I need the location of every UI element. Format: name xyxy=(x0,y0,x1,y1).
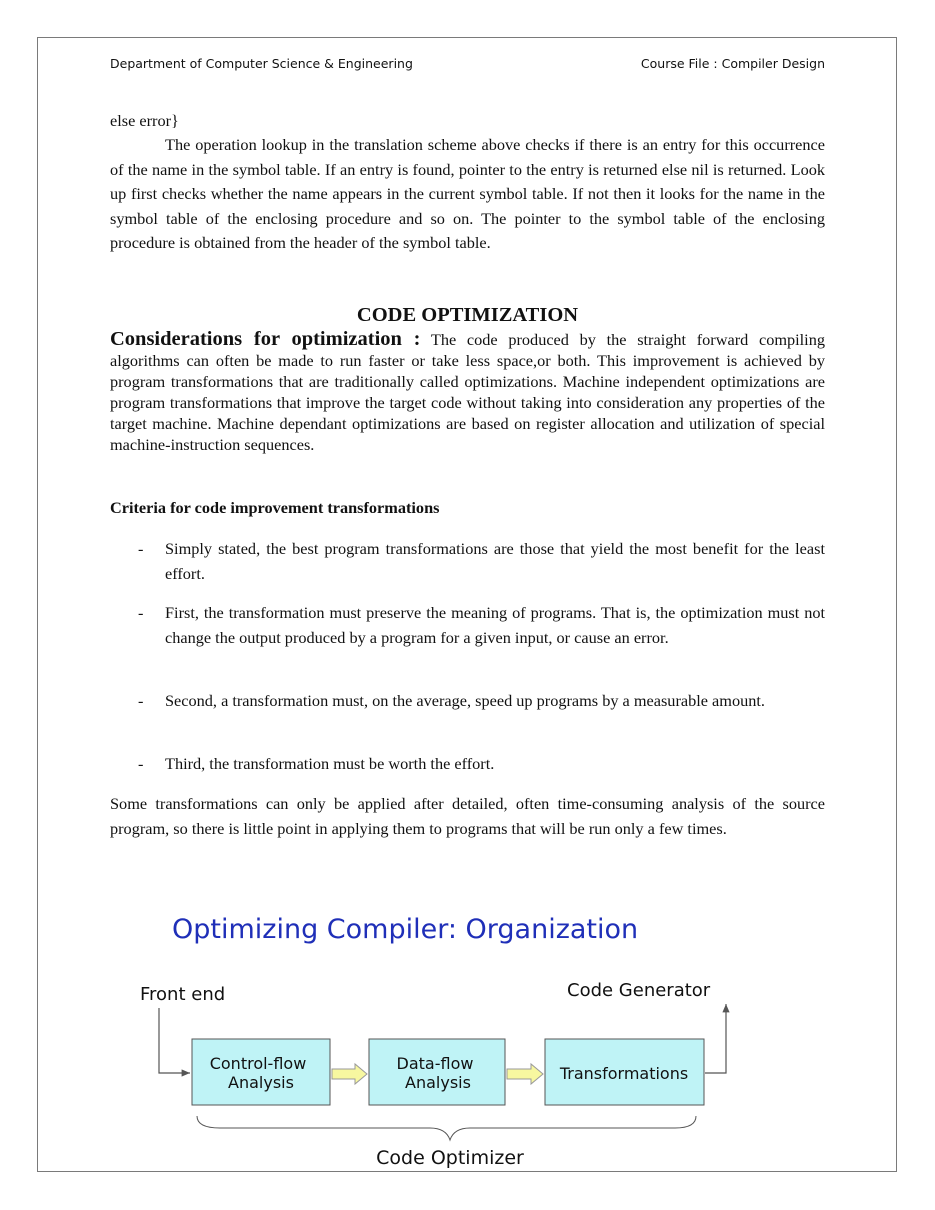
lookup-paragraph: The operation lookup in the translation scheme above checks if there is an entry for this occurrence of the name in the symbol table. If an entry is found, pointer to the entry is returned else nil is returned. Look up first checks whether the name appears in the current symbol table. If not then it looks for the name in the symbol table of the enclosing procedure and so on. The pointer to the symbol table of the enclosing procedure is obtained from the header of the symbol table. xyxy=(110,135,825,252)
criteria-heading: Criteria for code improvement transformations xyxy=(110,498,440,517)
header-department: Department of Computer Science & Engineering xyxy=(110,56,413,71)
considerations-text: The code produced by the straight forward compiling algorithms can often be made to run faster or take less space,or both. This improvement is achieved by program transformations that are traditionally called optimizations. Machine independent optimizations are program transformations that improve the target code without taking into consideration any properties of the target machine. Machine dependant optimizations are based on register allocation and utilization of special machine-instruction sequences. xyxy=(110,330,825,454)
list-item-text: Second, a transformation must, on the average, speed up programs by a measurable amount. xyxy=(165,691,765,710)
list-bullet: - xyxy=(138,691,144,710)
data-flow-label: Data-flow xyxy=(396,1054,474,1073)
closing-paragraph: Some transformations can only be applied after detailed, often time-consuming analysis of the source program, so there is little point in applying them to programs that will be run only a few times. xyxy=(110,794,825,838)
control-flow-label: Control-flow xyxy=(209,1054,307,1073)
code-optimizer-label: Code Optimizer xyxy=(376,1147,524,1169)
header-course: Course File : Compiler Design xyxy=(640,56,825,71)
optimizer-brace xyxy=(197,1116,696,1140)
list-item-text: Simply stated, the best program transformations are those that yield the most benefit for the least effort. xyxy=(165,539,825,583)
considerations-lead: Considerations for optimization : xyxy=(110,328,421,350)
control-flow-label-2: Analysis xyxy=(228,1073,294,1092)
list-item-text: First, the transformation must preserve the meaning of programs. That is, the optimization must not change the output produced by a program for a given input, or cause an error. xyxy=(165,603,825,647)
list-item-text: Third, the transformation must be worth the effort. xyxy=(165,754,495,773)
code-generator-arrow xyxy=(705,1004,726,1073)
code-generator-label: Code Generator xyxy=(567,980,711,1001)
else-error-line: else error} xyxy=(110,111,179,130)
list-bullet: - xyxy=(138,603,144,622)
list-bullet: - xyxy=(138,539,144,558)
front-end-arrow xyxy=(159,1008,190,1073)
block-arrow-icon xyxy=(332,1064,367,1084)
list-bullet: - xyxy=(138,754,144,773)
block-arrow-icon xyxy=(507,1064,543,1084)
data-flow-label-2: Analysis xyxy=(405,1073,471,1092)
transformations-label: Transformations xyxy=(559,1064,689,1083)
section-title: CODE OPTIMIZATION xyxy=(356,304,579,326)
front-end-label: Front end xyxy=(140,984,226,1005)
diagram-title: Optimizing Compiler: Organization xyxy=(172,914,639,945)
